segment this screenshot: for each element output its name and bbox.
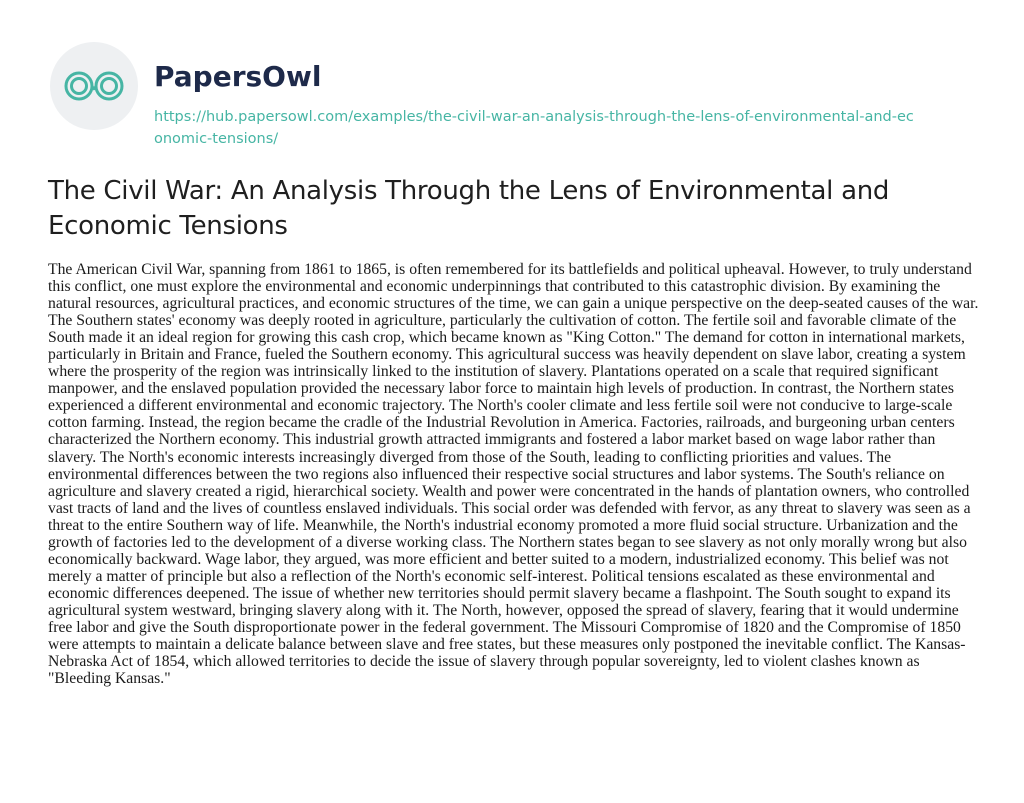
page-title: The Civil War: An Analysis Through the Lens of Environmental and Economic Tensions bbox=[48, 176, 890, 241]
source-url-link[interactable]: https://hub.papersowl.com/examples/the-civil-war-an-analysis-through-the-lens-of-environmental-and-economic-tensions/ bbox=[154, 109, 914, 147]
owl-eyes-icon bbox=[48, 40, 140, 132]
site-header bbox=[48, 40, 988, 160]
essay-body: The American Civil War, spanning from 1861 to 1865, is often remembered for its battlefields and political upheaval. However, to truly understand this conflict, one must explore the environmental and economic underpinnings that contributed to this catastrophic division. By examining the natural resources, agricultural practices, and economic structures of the time, we can gain a unique perspective on the deep-seated causes of the war. The Southern states' economy was deeply rooted in agriculture, particularly the cultivation of cotton. The fertile soil and favorable climate of the South made it an ideal region for growing this cash crop, which became known as "King Cotton." The demand for cotton in international markets, particularly in Britain and France, fueled the Southern economy. This agricultural success was heavily dependent on slave labor, creating a system where the prosperity of the region was intrinsically linked to the institution of slavery. Plantations operated on a scale that required significant manpower, and the enslaved population provided the necessary labor force to maintain high levels of production. In contrast, the Northern states experienced a different environmental and economic trajectory. The North's cooler climate and less fertile soil were not conducive to large-scale cotton farming. Instead, the region became the cradle of the Industrial Revolution in America. Factories, railroads, and burgeoning urban centers characterized the Northern economy. This industrial growth attracted immigrants and fostered a labor market based on wage labor rather than slavery. The North's economic interests increasingly diverged from those of the South, leading to conflicting priorities and values. The environmental differences between the two regions also influenced their respective social structures and labor systems. The South's reliance on agriculture and slavery created a rigid, hierarchical society. Wealth and power were concentrated in the hands of plantation owners, who controlled vast tracts of land and the lives of countless enslaved individuals. This social order was defended with fervor, as any threat to slavery was seen as a threat to the entire Southern way of life. Meanwhile, the North's industrial economy promoted a more fluid social structure. Urbanization and the growth of factories led to the development of a diverse working class. The Northern states began to see slavery as not only morally wrong but also economically backward. Wage labor, they argued, was more efficient and better suited to a modern, industrialized economy. This belief was not merely a matter of principle but also a reflection of the North's economic self-interest. Political tensions escalated as these environmental and economic differences deepened. The issue of whether new territories should permit slavery became a flashpoint. The South sought to expand its agricultural system westward, bringing slavery along with it. The North, however, opposed the spread of slavery, fearing that it would undermine free labor and give the South disproportionate power in the federal government. The Missouri Compromise of 1820 and the Compromise of 1850 were attempts to maintain a delicate balance between slave and free states, but these measures only postponed the inevitable conflict. The Kansas-Nebraska Act of 1854, which allowed territories to decide the issue of slavery through popular sovereignty, led to violent clashes known as "Bleeding Kansas." bbox=[48, 261, 979, 688]
brand-name: PapersOwl bbox=[154, 60, 322, 93]
